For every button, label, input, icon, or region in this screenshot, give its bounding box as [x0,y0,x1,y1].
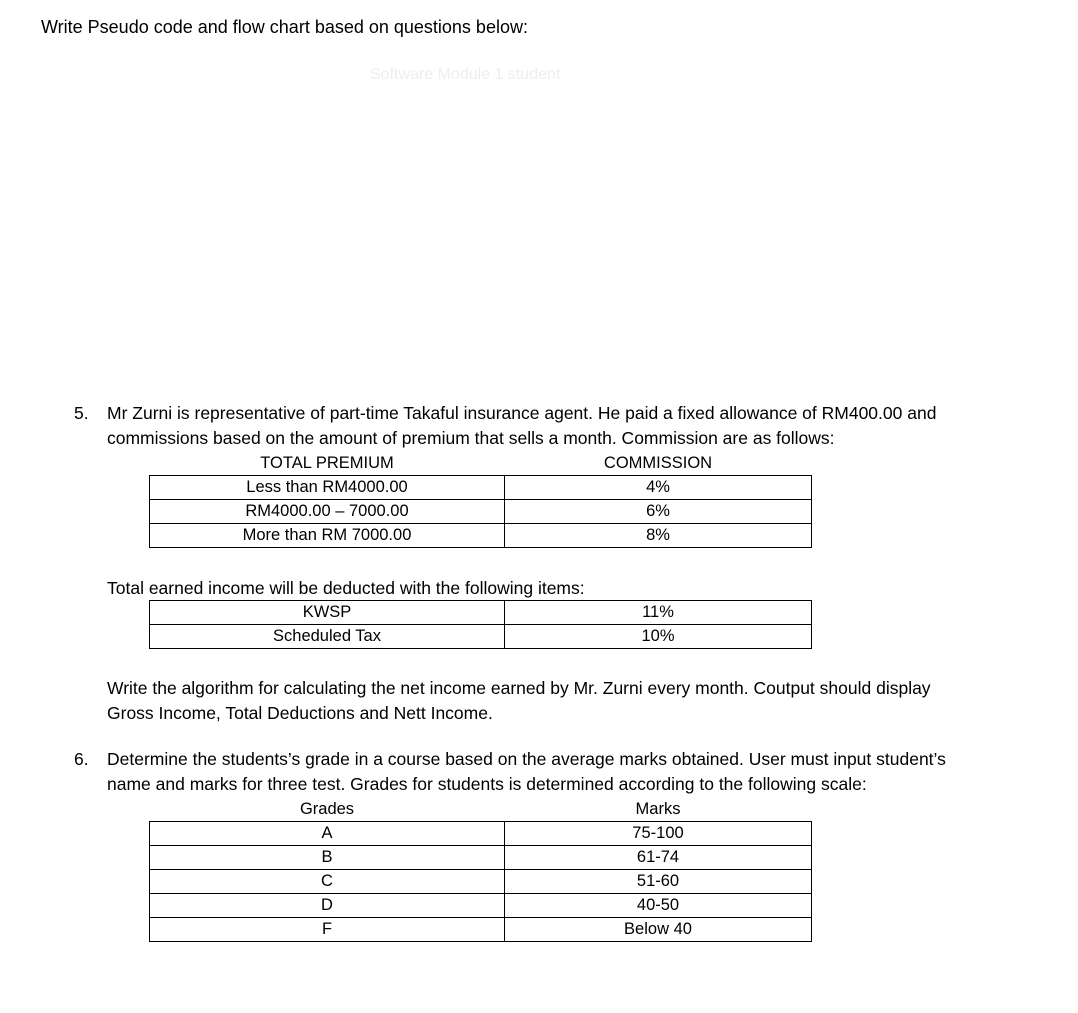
table-cell: 51-60 [505,870,812,894]
table-row [150,822,812,846]
table-row [150,918,812,942]
deduction-table [149,600,812,649]
commission-table [149,452,812,548]
table-header-row [150,452,812,476]
table-cell: 75-100 [505,822,812,846]
table-row [150,601,812,625]
question-5-text [107,401,1007,451]
column-header-marks: Marks [505,798,812,822]
table-cell: Below 40 [505,918,812,942]
table-cell: C [150,870,505,894]
deduction-intro-text: Total earned income will be deducted with the following items: [107,578,585,598]
question-6-line-1: Determine the students’s grade in a course based on the average marks obtained. User must input student’s [107,749,946,769]
question-5-number: 5. [74,403,89,423]
table-row [150,500,812,524]
question-5-line-1: Mr Zurni is representative of part-time Takaful insurance agent. He paid a fixed allowance of RM400.00 and [107,403,937,423]
question-6-text [107,747,1007,797]
table-cell: 6% [505,500,812,524]
table-cell: 40-50 [505,894,812,918]
question-5-task [107,676,1007,726]
watermark: Software Module 1 student [370,66,561,83]
table-cell: 10% [505,625,812,649]
table-cell: 11% [505,601,812,625]
column-header-grades: Grades [150,798,505,822]
table-cell: RM4000.00 – 7000.00 [150,500,505,524]
table-row [150,846,812,870]
table-row [150,870,812,894]
table-cell: F [150,918,505,942]
question-5-line-2: commissions based on the amount of premium that sells a month. Commission are as follows: [107,428,835,448]
question-5-task-line-1: Write the algorithm for calculating the net income earned by Mr. Zurni every month. Coutput should display [107,678,931,698]
table-row [150,894,812,918]
table-cell: More than RM 7000.00 [150,524,505,548]
table-cell: 8% [505,524,812,548]
table-cell: B [150,846,505,870]
table-cell: KWSP [150,601,505,625]
page-heading: Write Pseudo code and flow chart based on questions below: [41,17,528,37]
deduction-intro [107,576,1007,601]
question-6-number: 6. [74,749,89,769]
table-cell: Scheduled Tax [150,625,505,649]
question-5-task-line-2: Gross Income, Total Deductions and Nett Income. [107,703,493,723]
table-cell: A [150,822,505,846]
table-header-row [150,798,812,822]
column-header-total-premium: TOTAL PREMIUM [150,452,505,476]
column-header-commission: COMMISSION [505,452,812,476]
question-6-line-2: name and marks for three test. Grades for students is determined according to the following scale: [107,774,867,794]
table-row [150,524,812,548]
table-cell: D [150,894,505,918]
table-cell: 61-74 [505,846,812,870]
table-row [150,476,812,500]
table-cell: Less than RM4000.00 [150,476,505,500]
table-row [150,625,812,649]
table-cell: 4% [505,476,812,500]
grade-table [149,798,812,942]
